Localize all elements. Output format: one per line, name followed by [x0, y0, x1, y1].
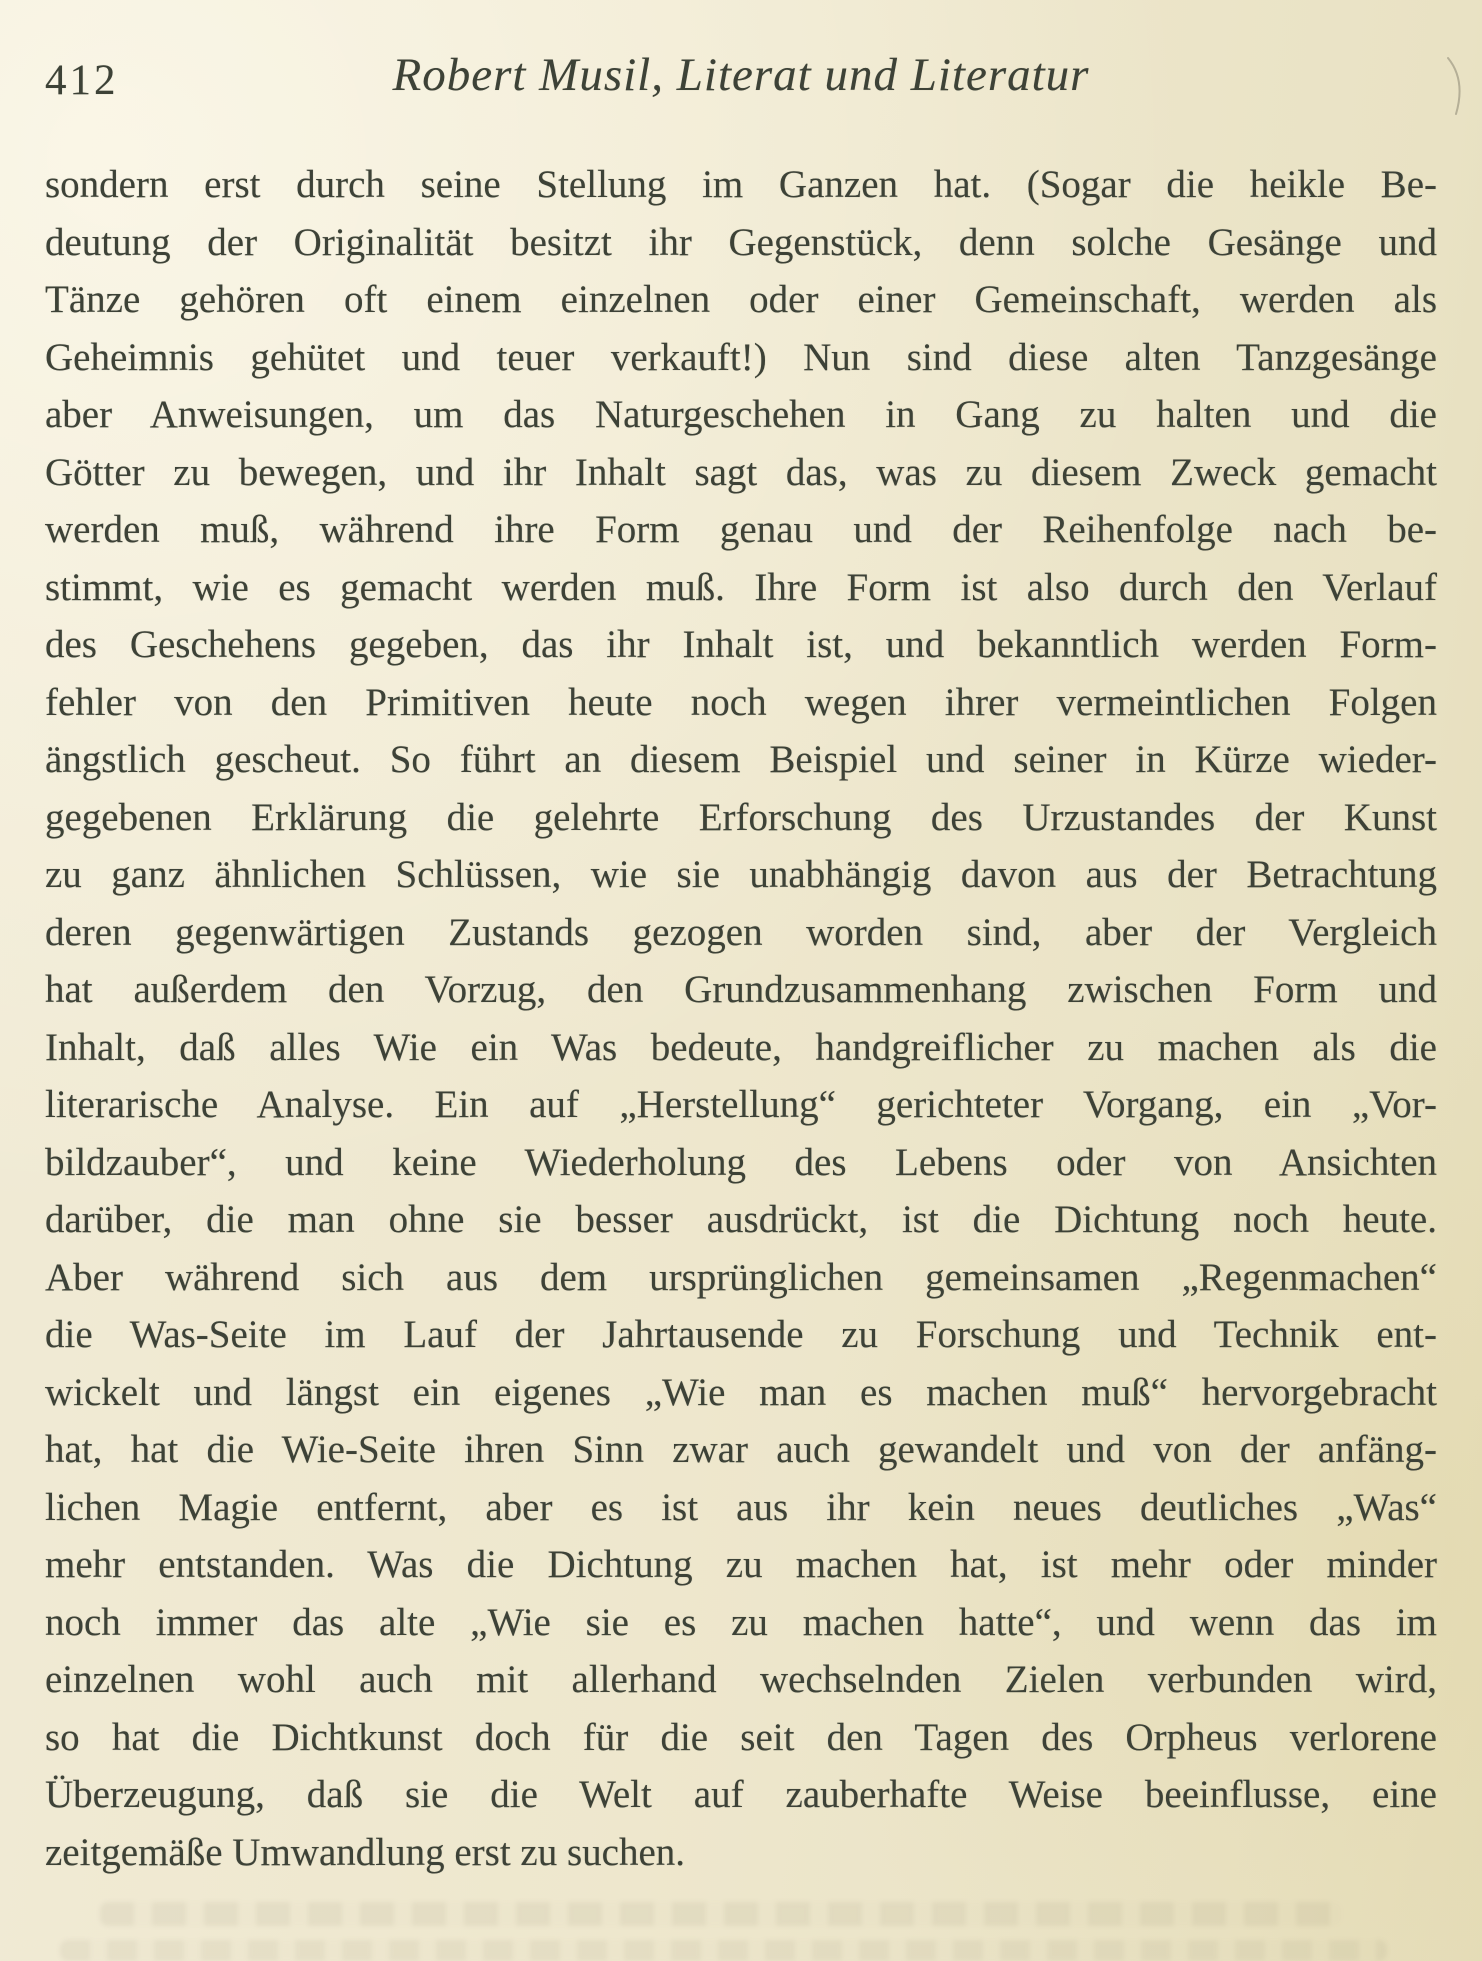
- text-block: [45, 156, 1437, 1881]
- text-line: noch immer das alte „Wie sie es zu machen hatte“, und wenn das im: [45, 1600, 1437, 1644]
- text-line: hat außerdem den Vorzug, den Grundzusammenhang zwischen Form und: [45, 968, 1437, 1011]
- text-line: wickelt und längst ein eigenes „Wie man es machen muß“ hervorgebracht: [45, 1370, 1437, 1414]
- text-line: Tänze gehören oft einem einzelnen oder einer Gemeinschaft, werden als: [45, 278, 1437, 321]
- bleed-through-line: [60, 1940, 1387, 1961]
- text-line: aber Anweisungen, um das Naturgeschehen in Gang zu halten und die: [45, 393, 1437, 436]
- text-line: darüber, die man ohne sie besser ausdrückt, ist die Dichtung noch heute.: [45, 1198, 1437, 1241]
- text-line: hat, hat die Wie-Seite ihren Sinn zwar auch gewandelt und von der anfäng-: [45, 1428, 1437, 1471]
- text-line: Götter zu bewegen, und ihr Inhalt sagt das, was zu diesem Zweck gemacht: [45, 450, 1437, 494]
- scan-hair-mark: [1438, 52, 1478, 122]
- text-line: gegebenen Erklärung die gelehrte Erforschung des Urzustandes der Kunst: [45, 795, 1437, 839]
- text-line: die Was-Seite im Lauf der Jahrtausende zu Forschung und Technik ent-: [45, 1313, 1437, 1356]
- bleed-through-line: [100, 1902, 1342, 1926]
- text-line: bildzauber“, und keine Wiederholung des Lebens oder von Ansichten: [45, 1140, 1437, 1184]
- text-line: Inhalt, daß alles Wie ein Was bedeute, handgreiflicher zu machen als die: [45, 1025, 1437, 1069]
- page-header: [45, 48, 1437, 118]
- running-title: Robert Musil, Literat und Literatur: [392, 49, 1090, 101]
- text-line: stimmt, wie es gemacht werden muß. Ihre Form ist also durch den Verlauf: [45, 565, 1437, 609]
- text-line: literarische Analyse. Ein auf „Herstellung“ gerichteter Vorgang, ein „Vor-: [45, 1083, 1437, 1126]
- text-line: zeitgemäße Umwandlung erst zu suchen.: [45, 1830, 686, 1874]
- text-line: Überzeugung, daß sie die Welt auf zauberhafte Weise beeinflusse, eine: [45, 1773, 1437, 1816]
- text-line: mehr entstanden. Was die Dichtung zu machen hat, ist mehr oder minder: [45, 1543, 1437, 1586]
- text-line: fehler von den Primitiven heute noch wegen ihrer vermeintlichen Folgen: [45, 680, 1437, 724]
- text-line: einzelnen wohl auch mit allerhand wechselnden Zielen verbunden wird,: [45, 1658, 1437, 1701]
- text-line: lichen Magie entfernt, aber es ist aus ihr kein neues deutliches „Was“: [45, 1485, 1437, 1529]
- text-line: zu ganz ähnlichen Schlüssen, wie sie unabhängig davon aus der Betrachtung: [45, 853, 1437, 896]
- text-line: ängstlich gescheut. So führt an diesem Beispiel und seiner in Kürze wieder-: [45, 738, 1437, 781]
- text-line: so hat die Dichtkunst doch für die seit den Tagen des Orpheus verlorene: [45, 1715, 1437, 1759]
- text-line: Aber während sich aus dem ursprünglichen gemeinsamen „Regenmachen“: [45, 1255, 1437, 1299]
- text-line: werden muß, während ihre Form genau und der Reihenfolge nach be-: [45, 508, 1437, 551]
- text-line: Geheimnis gehütet und teuer verkauft!) Nun sind diese alten Tanzgesänge: [45, 335, 1437, 379]
- text-line: deren gegenwärtigen Zustands gezogen worden sind, aber der Vergleich: [45, 910, 1437, 954]
- text-line: des Geschehens gegeben, das ihr Inhalt ist, und bekanntlich werden Form-: [45, 623, 1437, 666]
- text-line: deutung der Originalität besitzt ihr Gegenstück, denn solche Gesänge und: [45, 220, 1437, 264]
- text-line: sondern erst durch seine Stellung im Ganzen hat. (Sogar die heikle Be-: [45, 163, 1437, 206]
- page-number: 412: [45, 57, 119, 104]
